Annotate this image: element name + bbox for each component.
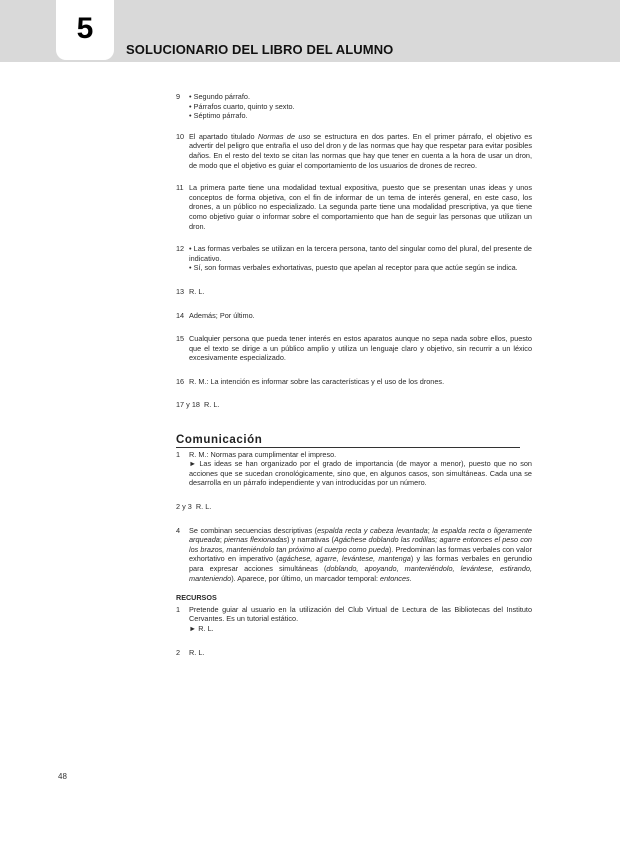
item-number: 17 y 18 — [176, 400, 200, 410]
subheading-recursos: RECURSOS — [176, 593, 217, 603]
chapter-number: 5 — [76, 12, 94, 45]
item-text: R. M.: La intención es informar sobre las características y el uso de los drones. — [189, 376, 445, 386]
item-number: 12 — [176, 244, 185, 254]
answer-item-9 — [176, 92, 532, 121]
item-text: El apartado titulado Normas de uso se estructura en dos partes. En el primer párrafo, el objetivo es advertir del peligro que entraña el uso del dron y de las normas que hay que respetar para evitar posibles daños. En el resto del texto se citan las normas que hay que tener en cuenta a la hora de usar un dron, de modo que el objetivo es guiar el comportamiento de los usuarios de drones de recreo. — [189, 131, 533, 170]
answer-item-11 — [176, 183, 532, 231]
item-number: 16 — [176, 376, 185, 386]
item-text: ► Las ideas se han organizado por el grado de importancia (de mayor a menor), puesto que no son acciones que se sucedan cronológicamente, sino que, en algunos casos, son simultáneas. Cada una se desarrolla en un párrafo independiente y van introducidas por un número. — [189, 459, 532, 488]
item-text: R. M.: Normas para cumplimentar el impreso. — [189, 449, 337, 459]
item-text: R. L. — [195, 502, 212, 512]
page-header-title: SOLUCIONARIO DEL LIBRO DEL ALUMNO — [126, 42, 394, 57]
answer-item-15 — [176, 334, 532, 363]
item-number: 10 — [176, 131, 185, 141]
item-line: • Sí, son formas verbales exhortativas, puesto que apelan al receptor para que actúe según se indica. — [189, 263, 518, 273]
item-text: Cualquier persona que pueda tener interés en estos aparatos aunque no sepa nada sobre ellos, puesto que el texto se dirige a un público amplio y utiliza un lenguaje claro y objetivo, sin recurrir a un léxico excesivamente especializado. — [189, 334, 532, 363]
item-number: 15 — [176, 334, 185, 344]
item-line: • Las formas verbales se utilizan en la tercera persona, tanto del singular como del plural, del presente de indicativo. — [189, 244, 532, 263]
item-text: R. L. — [189, 647, 205, 657]
item-number: 14 — [176, 310, 185, 320]
item-text: ► R. L. — [189, 623, 214, 633]
item-line: • Segundo párrafo. — [189, 92, 250, 101]
item-line: • Séptimo párrafo. — [189, 111, 248, 121]
item-text: Se combinan secuencias descriptivas (espalda recta y cabeza levantada; la espalda recta o ligeramente arqueada; piernas flexionadas) y narrativas (Agáchese doblando las rodillas; agarre entonces el peso con los brazos, manteniéndolo tan próximo al cuerpo como pueda). Predominan las formas verbales con valor exhortativo en imperativo (agáchese, agarre, levántese, mantenga) y las formas verbales en gerundio para expresar acciones simultáneas (doblando, apoyando, manteniéndolo, levántese, estirando, manteniendo). Aparece, por último, un marcador temporal: entonces. — [189, 525, 533, 583]
item-text: R. L. — [189, 286, 205, 296]
item-number: 11 — [176, 183, 184, 193]
item-text: Además; Por último. — [189, 310, 255, 320]
answer-item-13 — [176, 287, 532, 297]
item-line: • Párrafos cuarto, quinto y sexto. — [189, 101, 295, 111]
item-number: 2 y 3 — [176, 502, 192, 512]
recursos-item-1 — [176, 605, 532, 634]
recursos-item-2 — [176, 648, 532, 658]
comm-item-4 — [176, 526, 532, 584]
answer-item-12 — [176, 244, 532, 273]
chapter-tab — [56, 0, 114, 60]
section-heading-comunicacion: Comunicación — [176, 436, 520, 448]
comm-item-2-3 — [176, 502, 532, 512]
item-text: R. L. — [204, 400, 220, 410]
item-number: 1 — [176, 604, 181, 614]
answer-item-14 — [176, 311, 532, 321]
main-content — [176, 92, 532, 657]
answer-item-16 — [176, 377, 532, 387]
page-number: 48 — [58, 772, 67, 781]
answer-item-10 — [176, 132, 532, 170]
item-text: La primera parte tiene una modalidad textual expositiva, puesto que se presentan unas ideas y unos conceptos de forma objetiva, con el fin de informar de un tema de interés general, en este caso, los drones, a un público no especializado. La segunda parte tiene una modalidad prescriptiva, ya que tiene como objetivo guiar o informar sobre el comportamiento que han de seguir las personas que utilizan un dron. — [189, 183, 532, 231]
comm-item-1 — [176, 450, 532, 488]
item-number: 2 — [176, 647, 181, 657]
item-number: 13 — [176, 286, 185, 296]
item-number: 9 — [176, 92, 181, 101]
item-text: Pretende guiar al usuario en la utilización del Club Virtual de Lectura de las Bibliotecas del Instituto Cervantes. Es un tutorial estático. — [189, 604, 532, 624]
answer-item-17-18 — [176, 400, 532, 410]
item-number: 4 — [176, 525, 181, 535]
item-number: 1 — [176, 449, 181, 459]
